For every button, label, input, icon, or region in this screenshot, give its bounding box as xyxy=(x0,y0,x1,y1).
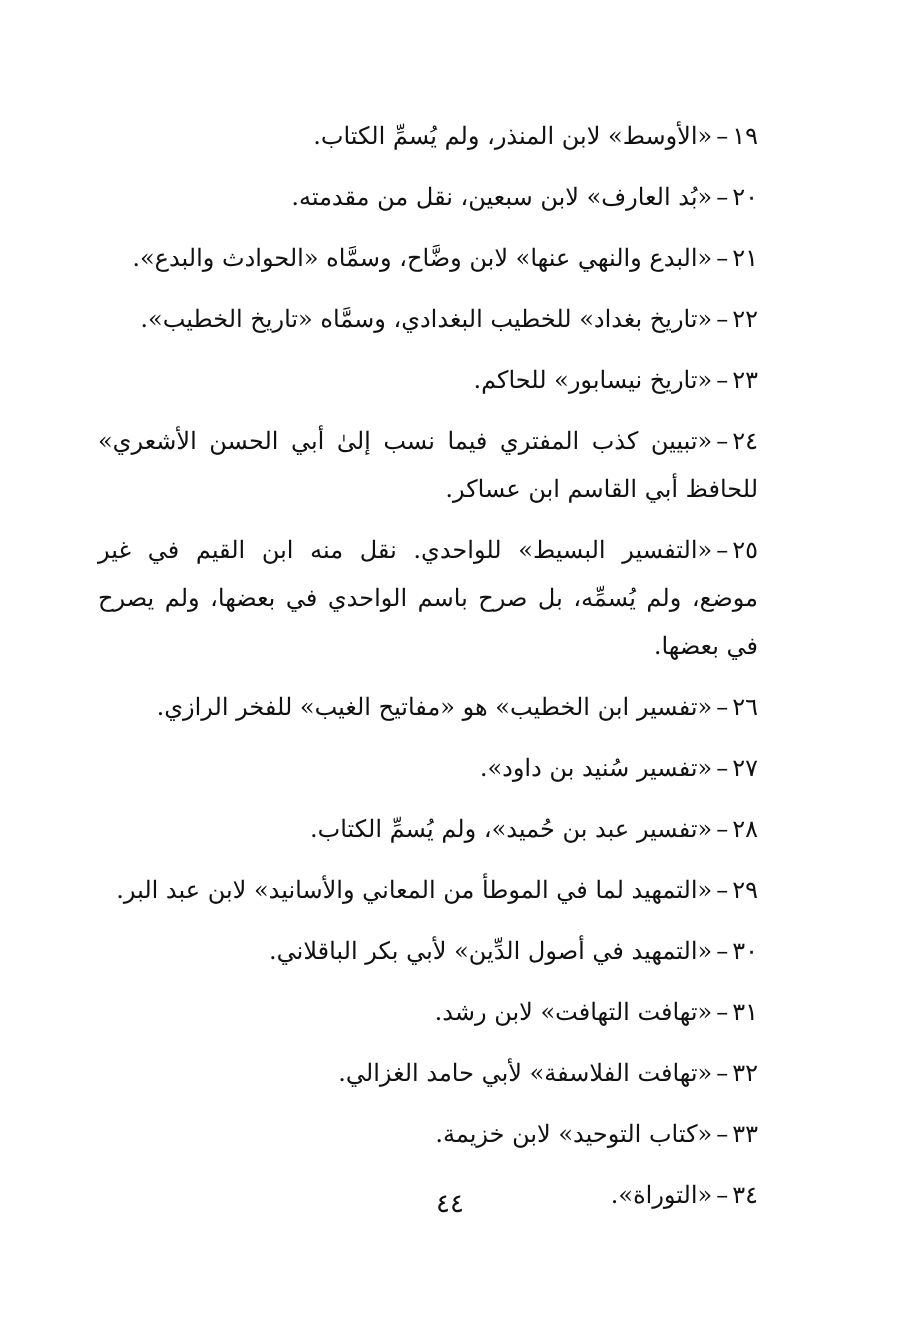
item-number: ٢٦ xyxy=(732,693,758,721)
item-number: ٣١ xyxy=(732,998,758,1026)
list-item xyxy=(98,1049,758,1097)
item-number: ١٩ xyxy=(732,122,758,150)
item-text: «التمهيد لما في الموطأ من المعاني والأسانيد» لابن عبد البر. xyxy=(116,876,713,904)
item-text: «تفسير ابن الخطيب» هو «مفاتيح الغيب» للفخر الرازي. xyxy=(156,693,713,721)
item-separator: – xyxy=(716,937,729,965)
item-text: «تاريخ بغداد» للخطيب البغدادي، وسمَّاه «تاريخ الخطيب». xyxy=(140,305,713,333)
list-item xyxy=(98,526,758,670)
item-number: ٢٢ xyxy=(732,305,758,333)
item-separator: – xyxy=(716,1181,729,1209)
item-text: «البدع والنهي عنها» لابن وضَّاح، وسمَّاه «الحوادث والبدع». xyxy=(132,244,713,272)
item-separator: – xyxy=(716,693,729,721)
item-text: «الأوسط» لابن المنذر، ولم يُسمِّ الكتاب. xyxy=(313,122,713,150)
item-separator: – xyxy=(716,366,729,394)
list-item xyxy=(98,805,758,853)
list-item xyxy=(98,356,758,404)
item-separator: – xyxy=(716,815,729,843)
list-item xyxy=(98,295,758,343)
list-item xyxy=(98,683,758,731)
item-text: «تبيين كذب المفتري فيما نسب إلىٰ أبي الحسن الأشعري» للحافظ أبي القاسم ابن عساكر. xyxy=(98,427,758,503)
item-number: ٢٠ xyxy=(732,183,758,211)
item-text: «تاريخ نيسابور» للحاكم. xyxy=(473,366,713,394)
item-separator: – xyxy=(716,122,729,150)
item-separator: – xyxy=(716,1120,729,1148)
item-number: ٣٢ xyxy=(732,1059,758,1087)
item-number: ٢٣ xyxy=(732,366,758,394)
item-text: «تهافت التهافت» لابن رشد. xyxy=(434,998,713,1026)
item-separator: – xyxy=(716,536,729,564)
item-number: ٢٨ xyxy=(732,815,758,843)
item-text: «تفسير سُنيد بن داود». xyxy=(479,754,713,782)
item-text: «التفسير البسيط» للواحدي. نقل منه ابن القيم في غير موضع، ولم يُسمِّه، بل صرح باسم الواحدي في بعضها، ولم يصرح في بعضها. xyxy=(98,536,758,660)
item-separator: – xyxy=(716,1059,729,1087)
item-text: «تهافت الفلاسفة» لأبي حامد الغزالي. xyxy=(338,1059,713,1087)
item-separator: – xyxy=(716,754,729,782)
item-separator: – xyxy=(716,427,729,455)
item-separator: – xyxy=(716,305,729,333)
bibliography-list xyxy=(98,112,758,1232)
list-item xyxy=(98,417,758,513)
item-separator: – xyxy=(716,183,729,211)
item-number: ٢٤ xyxy=(732,427,758,455)
item-separator: – xyxy=(716,998,729,1026)
item-text: «بُد العارف» لابن سبعين، نقل من مقدمته. xyxy=(291,183,713,211)
item-separator: – xyxy=(716,876,729,904)
item-number: ٣٣ xyxy=(732,1120,758,1148)
item-text: «التوراة». xyxy=(610,1181,713,1209)
item-number: ٣٤ xyxy=(732,1181,758,1209)
item-text: «تفسير عبد بن حُميد»، ولم يُسمِّ الكتاب. xyxy=(310,815,713,843)
list-item xyxy=(98,744,758,792)
list-item xyxy=(98,988,758,1036)
page-number: ٤٤ xyxy=(436,1189,464,1219)
item-text: «كتاب التوحيد» لابن خزيمة. xyxy=(435,1120,713,1148)
item-text: «التمهيد في أصول الدِّين» لأبي بكر الباقلاني. xyxy=(269,937,713,965)
item-number: ٢٥ xyxy=(732,536,758,564)
item-number: ٢٩ xyxy=(732,876,758,904)
list-item xyxy=(98,112,758,160)
list-item xyxy=(98,927,758,975)
item-number: ٢١ xyxy=(732,244,758,272)
item-separator: – xyxy=(716,244,729,272)
item-number: ٣٠ xyxy=(732,937,758,965)
list-item xyxy=(98,234,758,282)
item-number: ٢٧ xyxy=(732,754,758,782)
list-item xyxy=(98,866,758,914)
list-item xyxy=(98,1110,758,1158)
list-item xyxy=(98,173,758,221)
